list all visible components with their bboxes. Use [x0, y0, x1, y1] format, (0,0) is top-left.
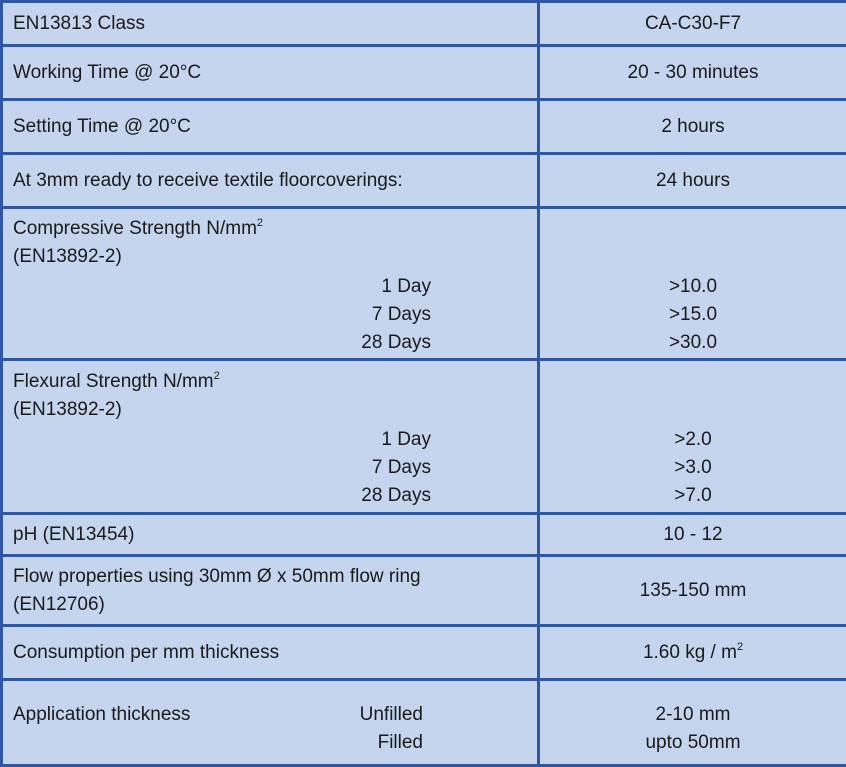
table-row: [2, 100, 846, 154]
value: upto 50mm: [550, 729, 836, 757]
value-cell: 20 - 30 minutes: [539, 46, 846, 100]
table-row: [2, 46, 846, 100]
table-row: [2, 626, 846, 680]
table-row: [2, 154, 846, 208]
option-label: Filled: [303, 729, 423, 757]
compressive-title: Compressive Strength N/mm: [13, 218, 257, 239]
value-cell: 10 - 12: [539, 514, 846, 556]
option-label: Unfilled: [303, 701, 423, 729]
flexural-standard: (EN13892-2): [13, 396, 527, 424]
table-row: [2, 360, 846, 514]
application-label-cell: [2, 680, 539, 766]
table-row: [2, 556, 846, 626]
flow-title: Flow properties using 30mm Ø x 50mm flow ring: [13, 563, 527, 591]
flexural-title: Flexural Strength N/mm: [13, 371, 214, 392]
compressive-standard: (EN13892-2): [13, 243, 527, 271]
consumption-value-cell: [539, 626, 846, 680]
label-cell: Consumption per mm thickness: [2, 626, 539, 680]
flexural-value-cell: [539, 360, 846, 514]
table-row: [2, 680, 846, 766]
superscript: 2: [214, 370, 220, 382]
table-row: [2, 2, 846, 46]
compressive-label-cell: [2, 208, 539, 360]
period-label: 7 Days: [13, 454, 431, 482]
application-title: Application thickness: [13, 701, 303, 729]
value: >10.0: [550, 273, 836, 301]
superscript: 2: [737, 641, 743, 653]
value-cell: 24 hours: [539, 154, 846, 208]
superscript: 2: [257, 217, 263, 229]
period-label: 28 Days: [13, 482, 431, 510]
compressive-value-cell: [539, 208, 846, 360]
value-cell: 2 hours: [539, 100, 846, 154]
value: >15.0: [550, 301, 836, 329]
period-label: 1 Day: [13, 273, 431, 301]
label-cell: EN13813 Class: [2, 2, 539, 46]
period-label: 28 Days: [13, 329, 431, 357]
value-cell: CA-C30-F7: [539, 2, 846, 46]
period-label: 1 Day: [13, 426, 431, 454]
label-cell: Setting Time @ 20°C: [2, 100, 539, 154]
flow-label-cell: [2, 556, 539, 626]
value: >30.0: [550, 329, 836, 357]
period-label: 7 Days: [13, 301, 431, 329]
label-cell: pH (EN13454): [2, 514, 539, 556]
application-value-cell: [539, 680, 846, 766]
flow-standard: (EN12706): [13, 591, 527, 619]
value: >2.0: [550, 426, 836, 454]
label-cell: At 3mm ready to receive textile floorcoverings:: [2, 154, 539, 208]
table-row: [2, 208, 846, 360]
value: 1.60 kg / m: [643, 642, 737, 663]
value: 2-10 mm: [550, 701, 836, 729]
value: >7.0: [550, 482, 836, 510]
value: >3.0: [550, 454, 836, 482]
flexural-label-cell: [2, 360, 539, 514]
value-cell: 135-150 mm: [539, 556, 846, 626]
label-cell: Working Time @ 20°C: [2, 46, 539, 100]
table-row: [2, 514, 846, 556]
